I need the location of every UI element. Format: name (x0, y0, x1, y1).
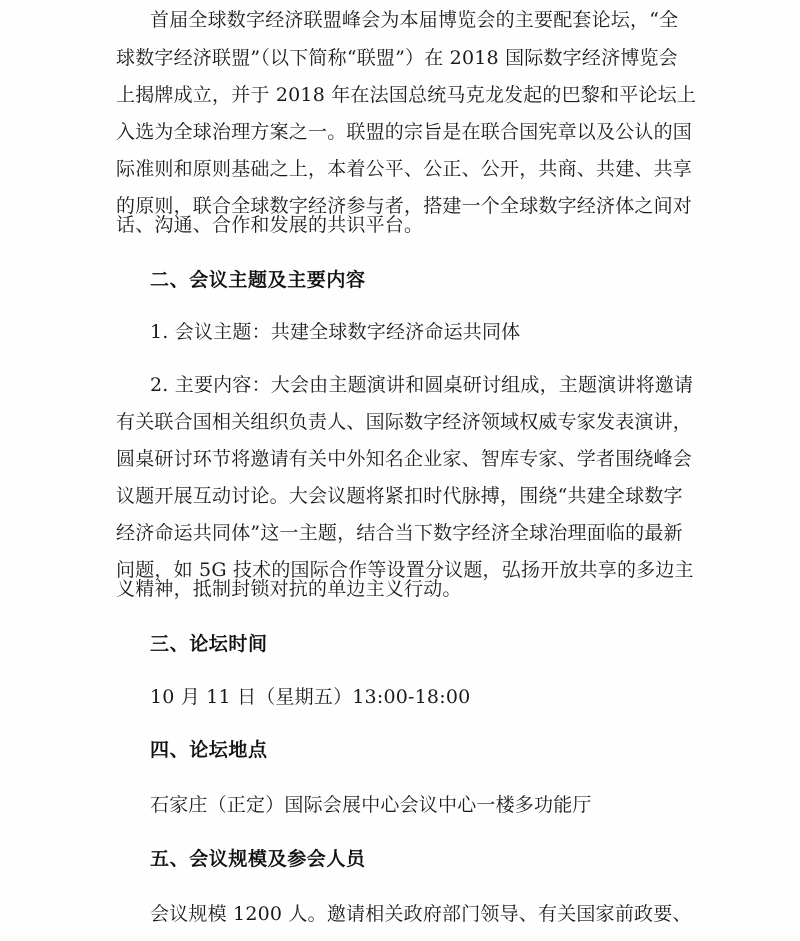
content-line: 经济命运共同体”这一主题，结合当下数字经济全球治理面临的最新 (116, 522, 683, 544)
content-line: 问题，如 5G 技术的国际合作等设置分议题，弘扬开放共享的多边主 (116, 559, 694, 581)
intro-line: 的原则，联合全球数字经济参与者，搭建一个全球数字经济体之间对 (116, 195, 693, 217)
intro-line: 上揭牌成立，并于 2018 年在法国总统马克龙发起的巴黎和平论坛上 (116, 84, 697, 106)
section-heading-location: 四、论坛地点 (150, 739, 268, 761)
content-line: 议题开展互动讨论。大会议题将紧扣时代脉搏，围绕“共建全球数字 (116, 485, 683, 507)
forum-time-text: 10 月 11 日（星期五）13:00-18:00 (150, 686, 471, 708)
section-heading-scale: 五、会议规模及参会人员 (150, 848, 366, 870)
section-heading-time: 三、论坛时间 (150, 633, 268, 655)
scale-text: 会议规模 1200 人。邀请相关政府部门领导、有关国家前政要、 (150, 903, 692, 925)
intro-line: 首届全球数字经济联盟峰会为本届博览会的主要配套论坛，“全 (150, 9, 679, 31)
intro-line: 入选为全球治理方案之一。联盟的宗旨是在联合国宪章以及公认的国 (116, 121, 693, 143)
content-line: 义精神，抵制封锁对抗的单边主义行动。 (116, 578, 462, 600)
intro-line: 际准则和原则基础之上，本着公平、公正、公开，共商、共建、共享 (116, 158, 693, 180)
section-heading-topic: 二、会议主题及主要内容 (150, 269, 366, 291)
content-line: 圆桌研讨环节将邀请有关中外知名企业家、智库专家、学者围绕峰会 (116, 448, 693, 470)
intro-line: 话、沟通、合作和发展的共识平台。 (116, 214, 424, 236)
content-line: 2. 主要内容：大会由主题演讲和圆桌研讨组成，主题演讲将邀请 (150, 374, 694, 396)
forum-location-text: 石家庄（正定）国际会展中心会议中心一楼多功能厅 (150, 794, 592, 816)
theme-line: 1. 会议主题：共建全球数字经济命运共同体 (150, 321, 521, 343)
intro-line: 球数字经济联盟”（以下简称“联盟”）在 2018 国际数字经济博览会 (116, 47, 678, 69)
content-line: 有关联合国相关组织负责人、国际数字经济领域权威专家发表演讲， (116, 411, 693, 433)
